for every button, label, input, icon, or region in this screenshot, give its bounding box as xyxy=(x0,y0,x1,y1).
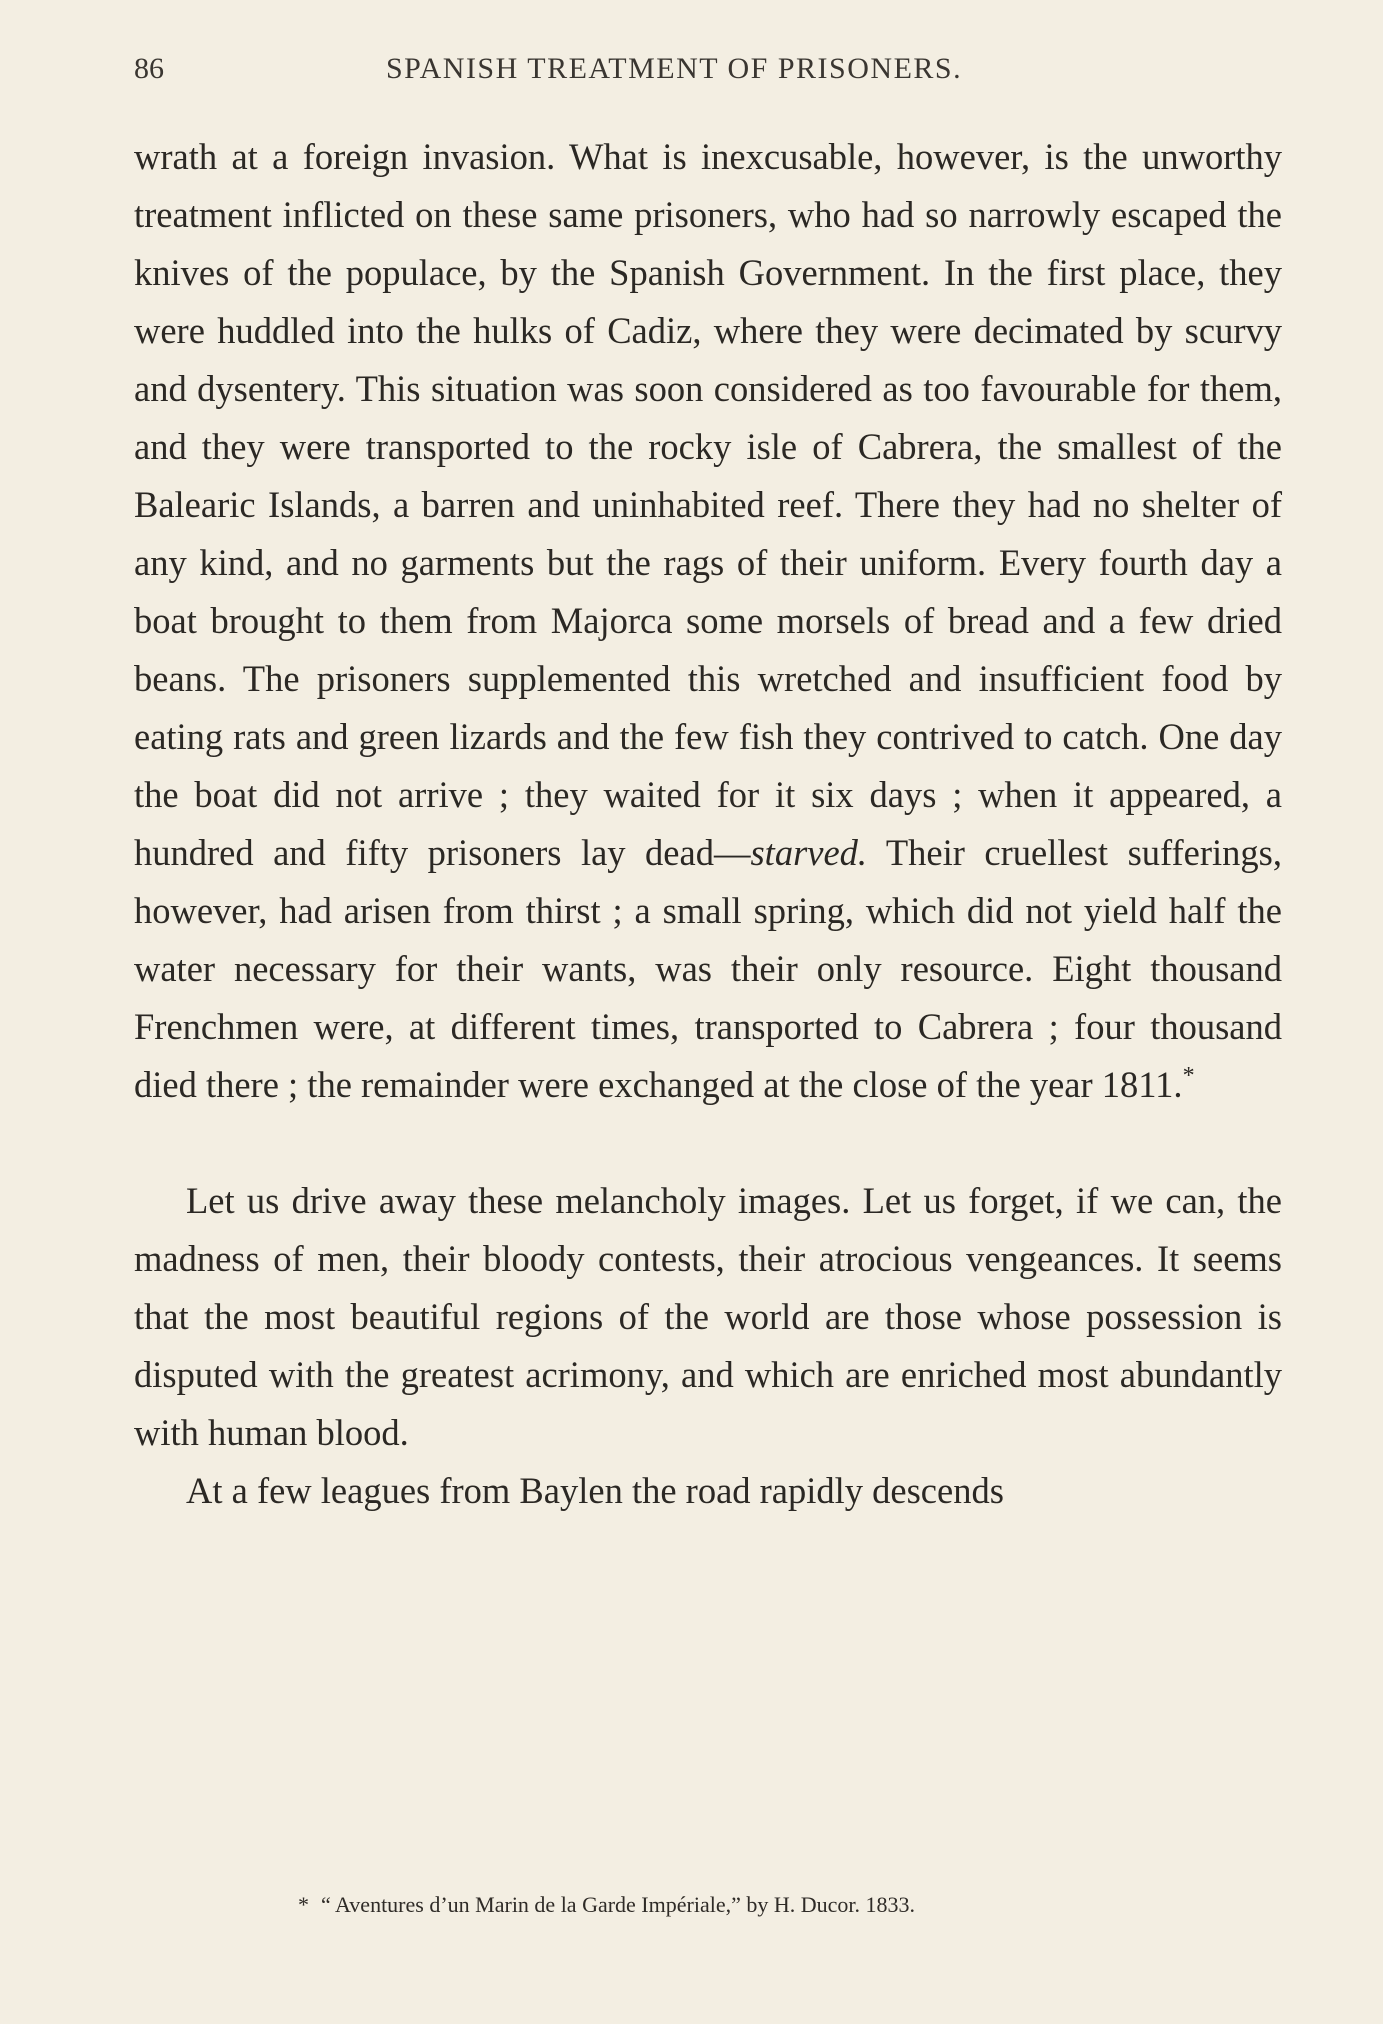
paragraph-3: At a few leagues from Baylen the road rapidly descends xyxy=(186,1470,1004,1511)
paragraph-2: Let us drive away these melancholy images. Let us forget, if we can, the madness of men, their bloody contests, their atrocious vengeances. It seems that the most beautiful regions of the world are those whose possession is disputed with the greatest acrimony, and which are enriched most abundantly with human blood. xyxy=(134,1180,1282,1453)
body-text xyxy=(134,128,1282,1520)
paragraph-1-continuation: Their cruellest sufferings, however, had arisen from thirst ; a small spring, which did not yield half the water necessary for their wants, was their only resource. Eight thousand Frenchmen were, at different times, transported to Cabrera ; four thousand died there ; the remainder were exchanged at the close of the year 1811. xyxy=(134,832,1282,1105)
running-title: SPANISH TREATMENT OF PRISONERS. xyxy=(386,52,963,85)
page-number: 86 xyxy=(134,52,164,85)
footnote-text: “ Aventures d’un Marin de la Garde Impériale,” by H. Ducor. 1833. xyxy=(321,1892,916,1917)
footnote xyxy=(298,1892,1198,1918)
italic-word-starved: starved. xyxy=(750,832,868,873)
footnote-marker: * xyxy=(298,1892,309,1917)
footnote-reference: * xyxy=(1182,1063,1195,1089)
paragraph-1-text: wrath at a foreign invasion. What is inexcusable, however, is the unworthy treatment inflicted on these same prisoners, who had so narrowly escaped the knives of the populace, by the Spanish Government. In the first place, they were huddled into the hulks of Cadiz, where they were decimated by scurvy and dysentery. This situation was soon considered as too favourable for them, and they were transported to the rocky isle of Cabrera, the smallest of the Balearic Islands, a barren and uninhabited reef. There they had no shelter of any kind, and no garments but the rags of their uniform. Every fourth day a boat brought to them from Majorca some morsels of bread and a few dried beans. The prisoners supplemented this wretched and insufficient food by eating rats and green lizards and the few fish they contrived to catch. One day the boat did not arrive ; they waited for it six days ; when it appeared, a hundred and fifty prisoners lay dead— xyxy=(134,136,1282,873)
paragraph-1 xyxy=(134,128,1282,1114)
running-head xyxy=(134,52,1282,92)
